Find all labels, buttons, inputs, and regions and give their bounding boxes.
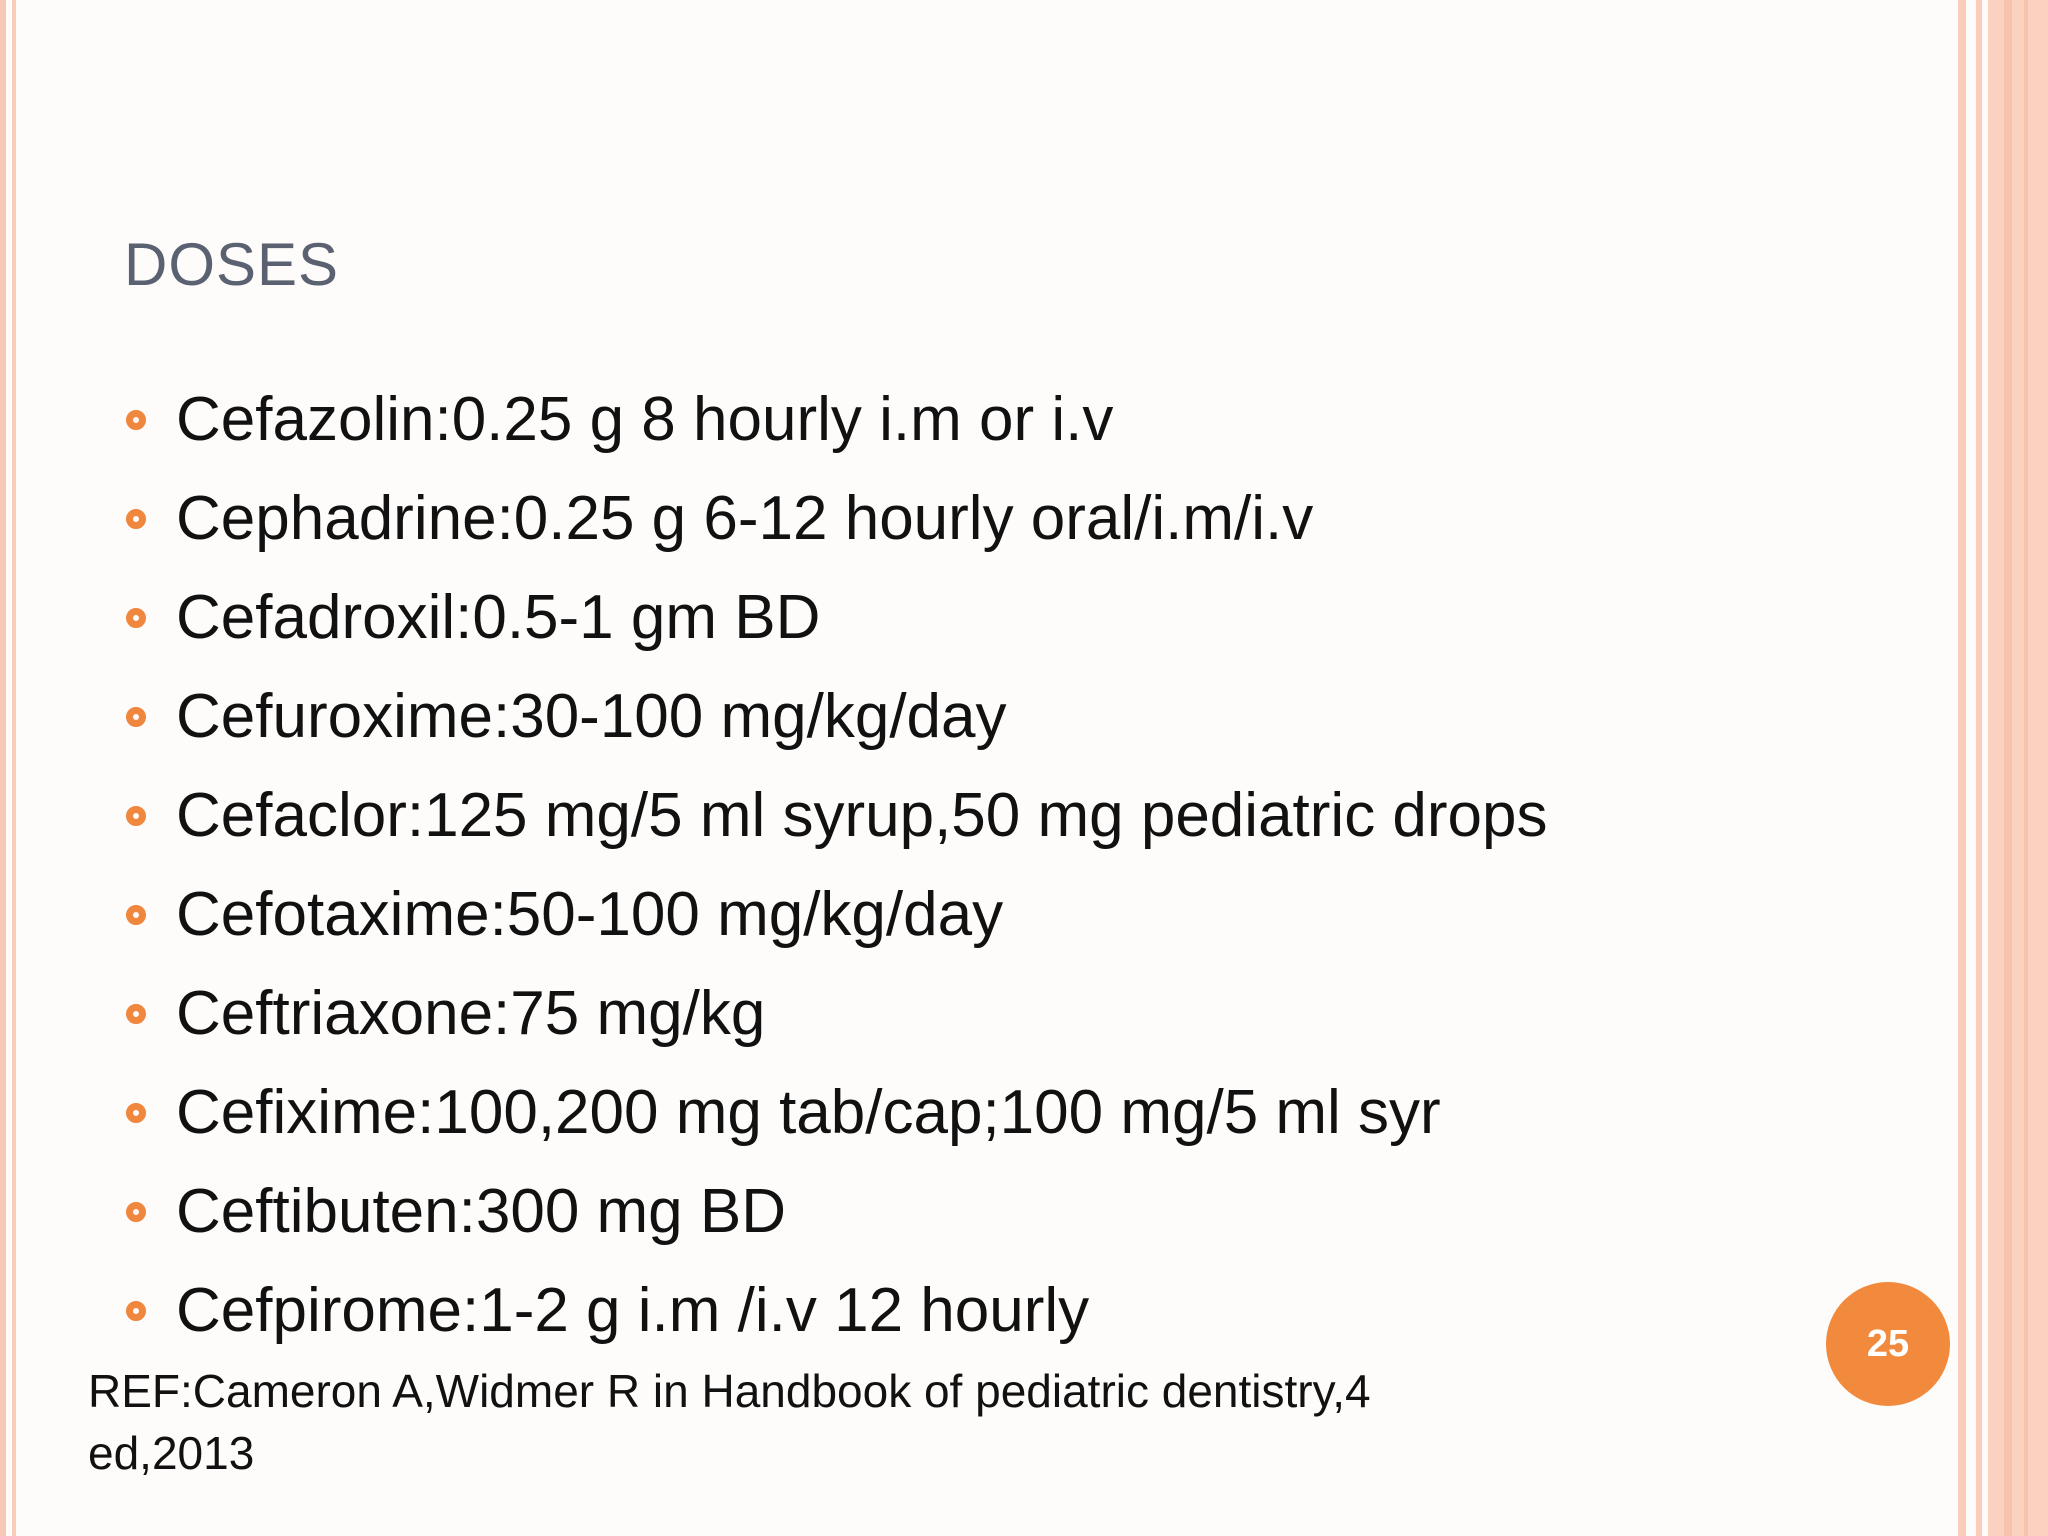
bullet-text: Ceftibuten:300 mg BD	[176, 1177, 787, 1246]
bullet-text: Cefaclor:125 mg/5 ml syrup,50 mg pediatric drops	[176, 781, 1548, 850]
ring-bullet-icon	[126, 707, 146, 727]
reference-line-1: REF:Cameron A,Widmer R in Handbook of pediatric dentistry,4	[88, 1365, 1371, 1417]
right-border-line	[1958, 0, 1966, 1536]
bullet-text: Cephadrine:0.25 g 6-12 hourly oral/i.m/i.v	[176, 484, 1314, 553]
left-border-line-inner	[12, 0, 16, 1536]
right-border-band	[1988, 0, 2048, 1536]
list-item	[126, 1261, 1548, 1360]
right-border-line-3	[2004, 0, 2012, 1536]
page-number: 25	[1866, 1322, 1910, 1365]
bullet-list	[126, 370, 1548, 1360]
list-item	[126, 865, 1548, 964]
ring-bullet-icon	[126, 806, 146, 826]
list-item	[126, 370, 1548, 469]
ring-bullet-icon	[126, 509, 146, 529]
left-border-line	[0, 0, 6, 1536]
bullet-text: Cefotaxime:50-100 mg/kg/day	[176, 880, 1004, 949]
right-border-line-2	[1976, 0, 1982, 1536]
list-item	[126, 1162, 1548, 1261]
ring-bullet-icon	[126, 1202, 146, 1222]
bullet-text: Cefazolin:0.25 g 8 hourly i.m or i.v	[176, 385, 1114, 454]
right-border-line-4	[2024, 0, 2028, 1536]
page-number-badge	[1826, 1282, 1950, 1406]
list-item	[126, 667, 1548, 766]
ring-bullet-icon	[126, 1103, 146, 1123]
list-item	[126, 469, 1548, 568]
bullet-text: Cefixime:100,200 mg tab/cap;100 mg/5 ml syr	[176, 1078, 1441, 1147]
ring-bullet-icon	[126, 410, 146, 430]
list-item	[126, 1063, 1548, 1162]
list-item	[126, 766, 1548, 865]
ring-bullet-icon	[126, 905, 146, 925]
ring-bullet-icon	[126, 1004, 146, 1024]
bullet-text: Cefadroxil:0.5-1 gm BD	[176, 583, 821, 652]
bullet-text: Cefpirome:1-2 g i.m /i.v 12 hourly	[176, 1276, 1090, 1345]
list-item	[126, 568, 1548, 667]
reference-line-2: ed,2013	[88, 1427, 255, 1479]
bullet-text: Cefuroxime:30-100 mg/kg/day	[176, 682, 1007, 751]
list-item	[126, 964, 1548, 1063]
reference-text	[88, 1360, 1588, 1484]
bullet-text: Ceftriaxone:75 mg/kg	[176, 979, 766, 1048]
ring-bullet-icon	[126, 608, 146, 628]
ring-bullet-icon	[126, 1301, 146, 1321]
slide-title: DOSES	[124, 231, 340, 298]
